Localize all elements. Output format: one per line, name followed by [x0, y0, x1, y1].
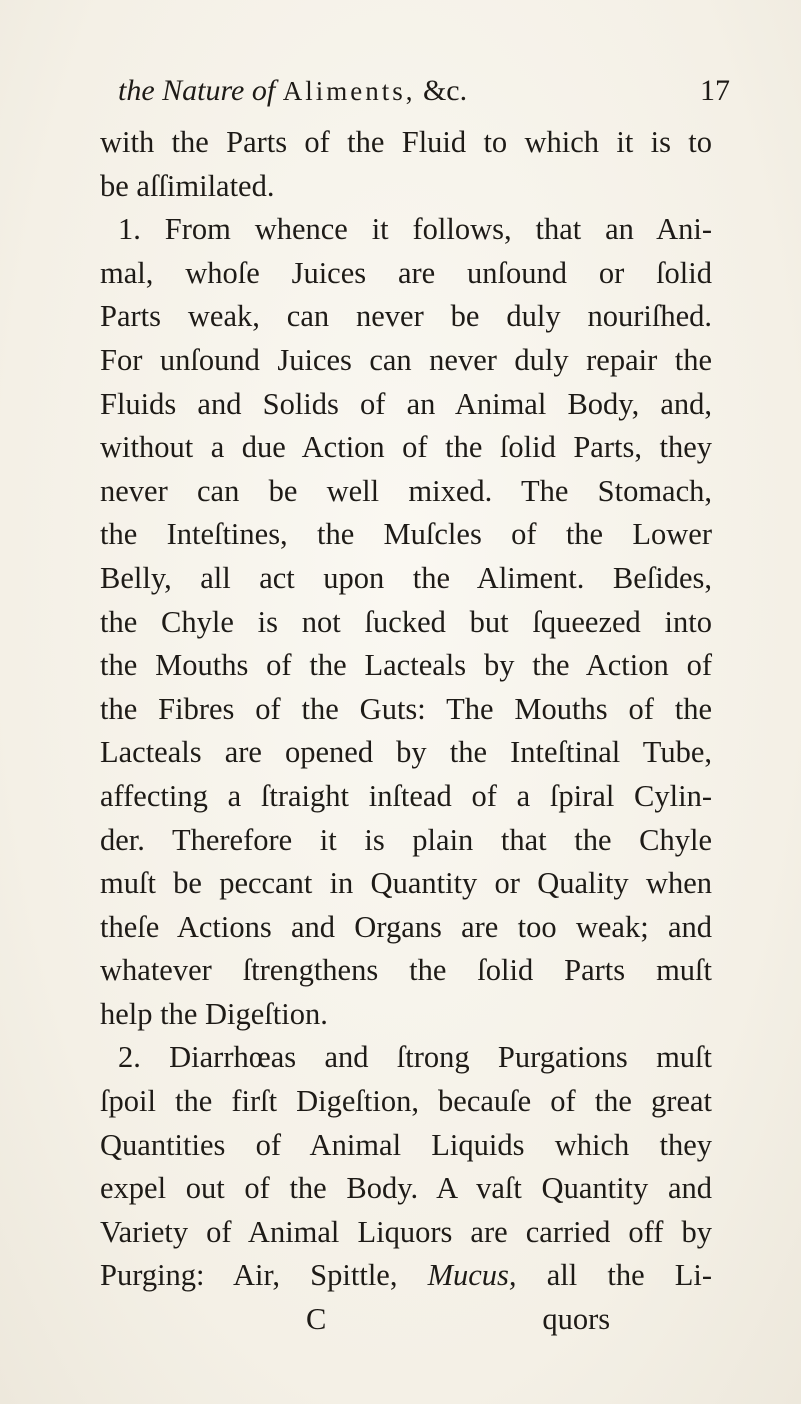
text-line: 2. Diarrhœas and ſtrong Purgations muſt: [118, 1040, 712, 1075]
text-line: Belly, all act upon the Aliment. Beſides,: [100, 560, 712, 595]
signature-mark: C: [306, 1302, 327, 1337]
last-line-start: Purging: Air, Spittle,: [100, 1258, 398, 1293]
text-line: Variety of Animal Liquors are carried off by: [100, 1214, 712, 1249]
text-line: der. Therefore it is plain that the Chyle: [100, 822, 712, 857]
text-line: with the Parts of the Fluid to which it is to: [100, 125, 712, 159]
text-line: whatever ſtrengthens the ſolid Parts muſt: [100, 953, 712, 988]
text-line: help the Digeſtion.: [100, 996, 328, 1031]
running-head-caps: Aliments,: [282, 76, 416, 106]
page-footer: [100, 1298, 712, 1342]
text-line: muſt be peccant in Quantity or Quality when: [100, 866, 712, 901]
text-line: without a due Action of the ſolid Parts, they: [100, 430, 712, 465]
text-line: 1. From whence it follows, that an Ani-: [118, 212, 712, 247]
text-line: theſe Actions and Organs are too weak; and: [100, 909, 712, 944]
running-head-etc: &c.: [422, 74, 468, 107]
last-line-italic: Mucus,: [427, 1258, 517, 1293]
text-line: Fluids and Solids of an Animal Body, and,: [100, 386, 712, 421]
text-line: For unſound Juices can never duly repair the: [100, 342, 712, 377]
catchword: quors: [542, 1302, 611, 1337]
text-line: the Chyle is not ſucked but ſqueezed into: [100, 604, 712, 639]
text-line: Parts weak, can never be duly nouriſhed.: [100, 299, 712, 334]
last-line-end: all the Li-: [546, 1258, 713, 1293]
text-line: ſpoil the firſt Digeſtion, becauſe of the great: [100, 1084, 712, 1119]
text-line: the Mouths of the Lacteals by the Action of: [100, 648, 712, 683]
text-line: Lacteals are opened by the Inteſtinal Tube,: [100, 735, 712, 770]
text-line-last: [100, 1254, 712, 1298]
text-line: never can be well mixed. The Stomach,: [100, 473, 712, 508]
text-line: the Inteſtines, the Muſcles of the Lower: [100, 517, 712, 552]
text-line: mal, whoſe Juices are unſound or ſolid: [100, 255, 712, 290]
page-header: [118, 72, 730, 116]
text-line: expel out of the Body. A vaſt Quantity and: [100, 1171, 712, 1206]
running-head-italic: the Nature of: [118, 74, 276, 107]
text-line: be aſſimilated.: [100, 168, 275, 203]
running-head: [118, 74, 467, 108]
text-line: the Fibres of the Guts: The Mouths of the: [100, 691, 712, 726]
body-text: [100, 121, 712, 1342]
page-number: 17: [700, 74, 730, 107]
text-line: Quantities of Animal Liquids which they: [100, 1127, 712, 1162]
text-line: affecting a ſtraight inſtead of a ſpiral Cylin-: [100, 778, 712, 813]
